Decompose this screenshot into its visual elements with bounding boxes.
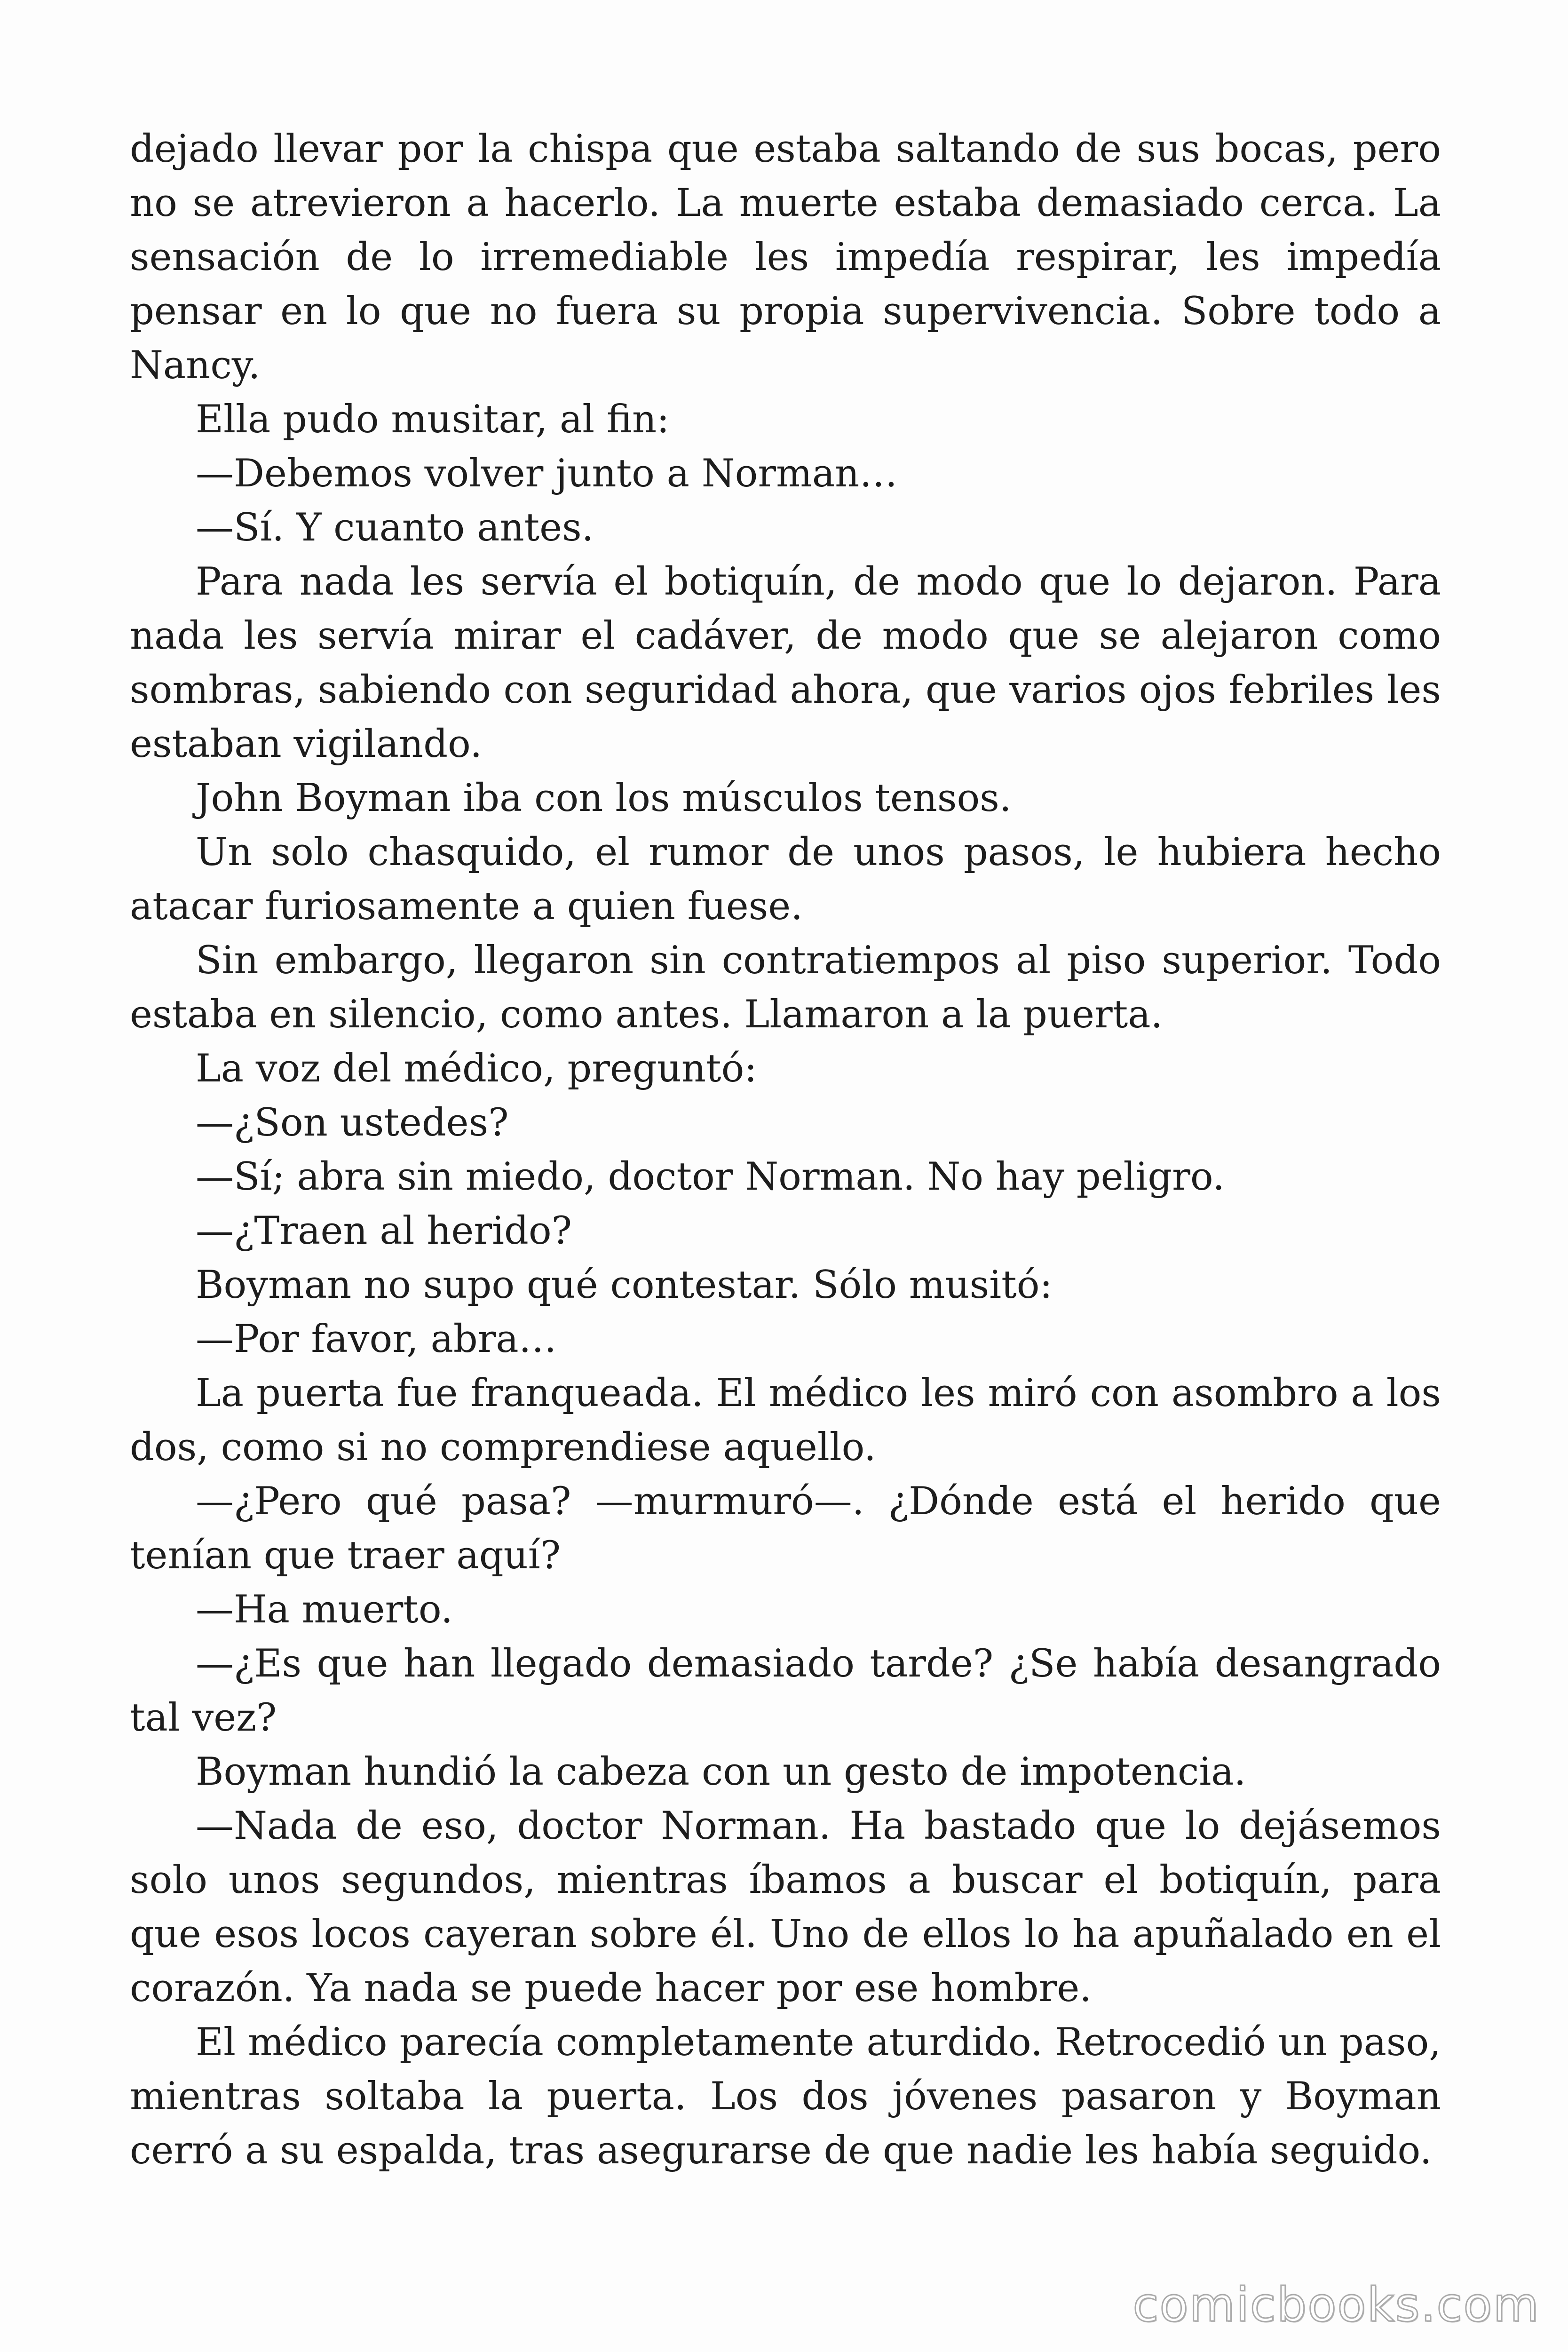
paragraph: Ella pudo musitar, al fin:	[196, 397, 670, 442]
dialogue-line: —¿Es que han llegado demasiado tarde? ¿Se había desangrado tal vez?	[130, 1642, 1441, 1740]
dialogue-line: —Ha muerto.	[196, 1588, 453, 1632]
paragraph: dejado llevar por la chispa que estaba saltando de sus bocas, pero no se atrevieron a hacerlo. La muerte estaba demasiado cerca. La sensación de lo irremediable les impedía respirar, les impedía pensar en lo que no fuera su propia supervivencia. Sobre todo a Nancy.	[130, 127, 1441, 388]
paragraph: La voz del médico, preguntó:	[196, 1047, 757, 1091]
paragraph: Boyman hundió la cabeza con un gesto de impotencia.	[196, 1750, 1246, 1794]
body-text	[130, 122, 1441, 2178]
paragraph: John Boyman iba con los músculos tensos.	[196, 776, 1012, 820]
dialogue-line: —Debemos volver junto a Norman…	[196, 452, 898, 496]
dialogue-line: —Sí; abra sin miedo, doctor Norman. No hay peligro.	[196, 1155, 1225, 1199]
watermark: comicbooks.com	[1132, 2277, 1540, 2332]
paragraph: Boyman no supo qué contestar. Sólo musitó:	[196, 1263, 1053, 1307]
paragraph: El médico parecía completamente aturdido. Retrocedió un paso, mientras soltaba la puerta. Los dos jóvenes pasaron y Boyman cerró a su espalda, tras asegurarse de que nadie les había seguido.	[130, 2020, 1441, 2173]
dialogue-line: —¿Pero qué pasa? —murmuró—. ¿Dónde está el herido que tenían que traer aquí?	[130, 1479, 1441, 1578]
dialogue-line: —Por favor, abra…	[196, 1317, 557, 1361]
dialogue-line: —Nada de eso, doctor Norman. Ha bastado que lo dejásemos solo unos segundos, mientras íbamos a buscar el botiquín, para que esos locos cayeran sobre él. Uno de ellos lo ha apuñalado en el corazón. Ya nada se puede hacer por ese hombre.	[130, 1804, 1441, 2010]
paragraph: Para nada les servía el botiquín, de modo que lo dejaron. Para nada les servía mirar el cadáver, de modo que se alejaron como sombras, sabiendo con seguridad ahora, que varios ojos febriles les estaban vigilando.	[130, 560, 1441, 766]
dialogue-line: —¿Son ustedes?	[196, 1101, 509, 1145]
paragraph: Sin embargo, llegaron sin contratiempos al piso superior. Todo estaba en silencio, como antes. Llamaron a la puerta.	[130, 938, 1441, 1037]
paragraph: La puerta fue franqueada. El médico les miró con asombro a los dos, como si no comprendiese aquello.	[130, 1371, 1441, 1470]
paragraph: Un solo chasquido, el rumor de unos pasos, le hubiera hecho atacar furiosamente a quien fuese.	[130, 830, 1441, 929]
dialogue-line: —Sí. Y cuanto antes.	[196, 506, 594, 550]
dialogue-line: —¿Traen al herido?	[196, 1209, 572, 1253]
